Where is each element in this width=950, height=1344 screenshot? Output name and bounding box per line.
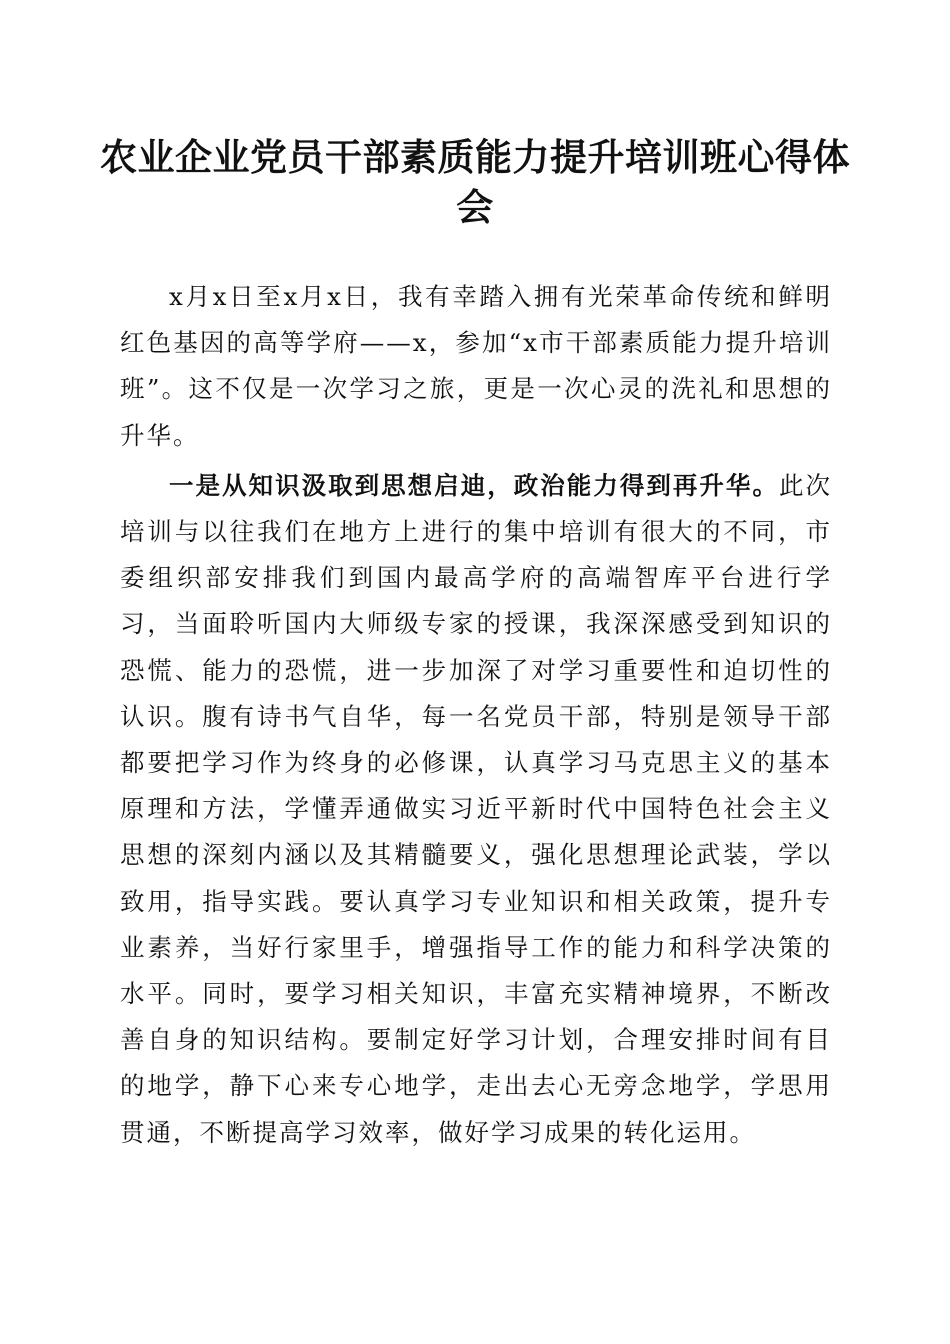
document-body xyxy=(120,274,832,1160)
section-one-paragraph xyxy=(120,463,832,1156)
intro-paragraph xyxy=(120,274,832,459)
paragraph-text: x月x日至x月x日，我有幸踏入拥有光荣革命传统和鲜明红色基因的高等学府——x，参加“x市干部素质能力提升培训班”。这不仅是一次学习之旅，更是一次心灵的洗礼和思想的升华。 xyxy=(120,282,832,450)
document-title: 农业企业党员干部素质能力提升培训班心得体会 xyxy=(100,135,850,229)
paragraph-lead: 一是从知识汲取到思想启迪，政治能力得到再升华。 xyxy=(169,470,779,500)
paragraph-text: 此次培训与以往我们在地方上进行的集中培训有很大的不同，市委组织部安排我们到国内最高学府的高端智库平台进行学习，当面聆听国内大师级专家的授课，我深深感受到知识的恐慌、能力的恐慌，进一步加深了对学习重要性和迫切性的认识。腹有诗书气自华，每一名党员干部，特别是领导干部都要把学习作为终身的必修课，认真学习马克思主义的基本原理和方法，学懂弄通做实习近平新时代中国特色社会主义思想的深刻内涵以及其精髓要义，强化思想理论武装，学以致用，指导实践。要认真学习专业知识和相关政策，提升专业素养，当好行家里手，增强指导工作的能力和科学决策的水平。同时，要学习相关知识，丰富充实精神境界，不断改善自身的知识结构。要制定好学习计划，合理安排时间有目的地学，静下心来专心地学，走出去心无旁念地学，学思用贯通，不断提高学习效率，做好学习成果的转化运用。 xyxy=(120,470,833,1147)
